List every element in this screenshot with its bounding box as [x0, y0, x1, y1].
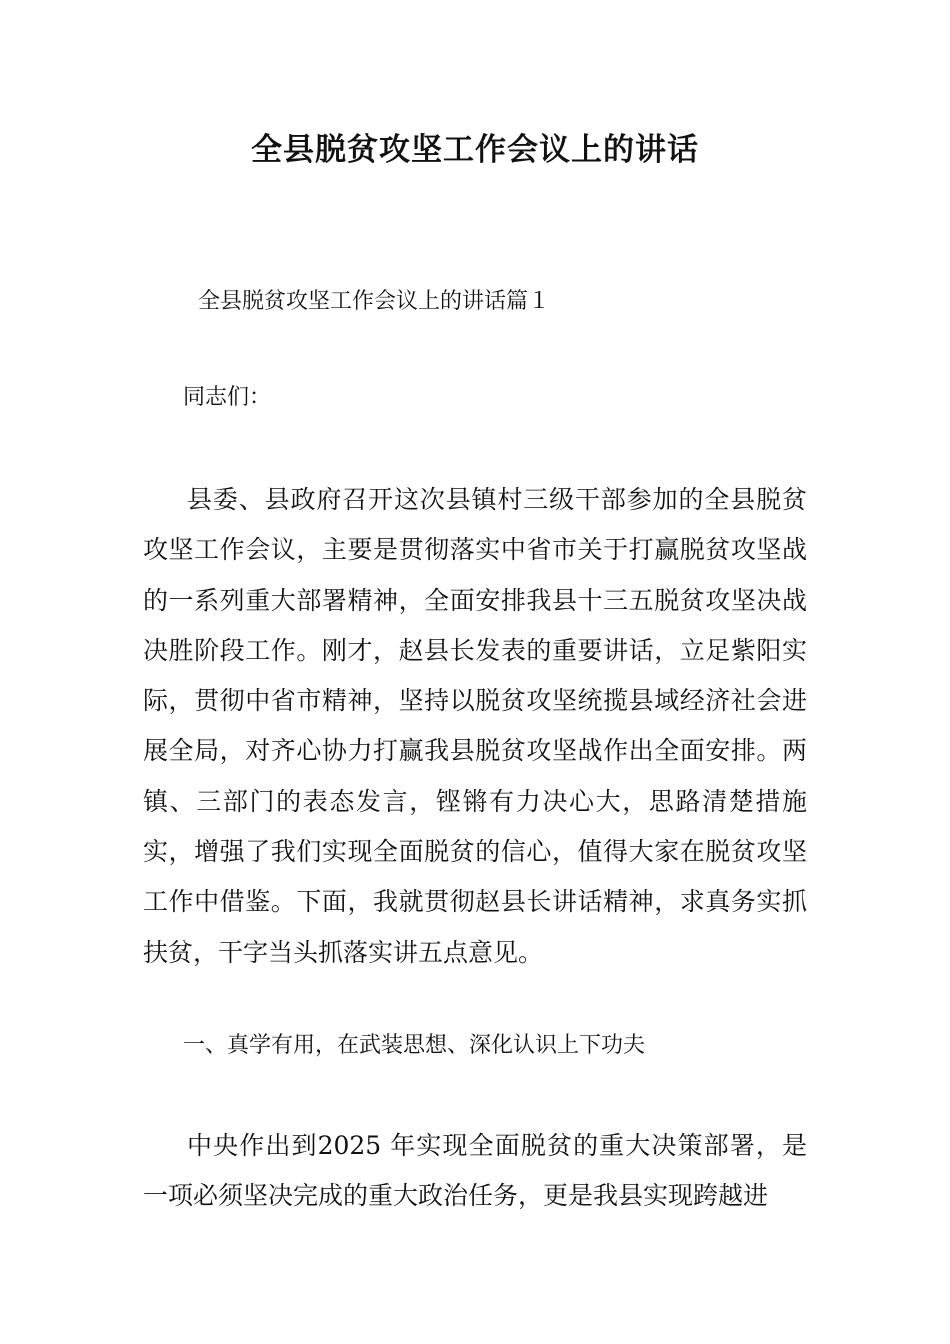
document-title: 全县脱贫攻坚工作会议上的讲话 [251, 132, 699, 168]
document-subtitle: 全县脱贫攻坚工作会议上的讲话篇１ [198, 289, 551, 314]
greeting-line: 同志们： [183, 385, 272, 410]
body-paragraph-1: 县委、县政府召开这次县镇村三级干部参加的全县脱贫攻坚工作会议，主要是贯彻落实中省市关于打赢脱贫攻坚战的一系列重大部署精神，全面安排我县十三五脱贫攻坚决战决胜阶段工作。刚才，赵县长发表的重要讲话，立足紫阳实际，贯彻中省市精神，坚持以脱贫攻坚统揽县域经济社会进展全局，对齐心协力打赢我县脱贫攻坚战作出全面安排。两镇、三部门的表态发言，铿锵有力决心大，思路清楚措施实，增强了我们实现全面脱贫的信心，值得大家在脱贫攻坚工作中借鉴。下面，我就贯彻赵县长讲话精神，求真务实抓扶贫，干字当头抓落实讲五点意见。 [143, 485, 807, 967]
body-paragraph-2: 中央作出到2025 年实现全面脱贫的重大决策部署，是一项必须坚决完成的重大政治任务，更是我县实现跨越进 [143, 1131, 807, 1211]
section-heading-1: 一、真学有用，在武装思想、深化认识上下功夫 [183, 1033, 646, 1058]
